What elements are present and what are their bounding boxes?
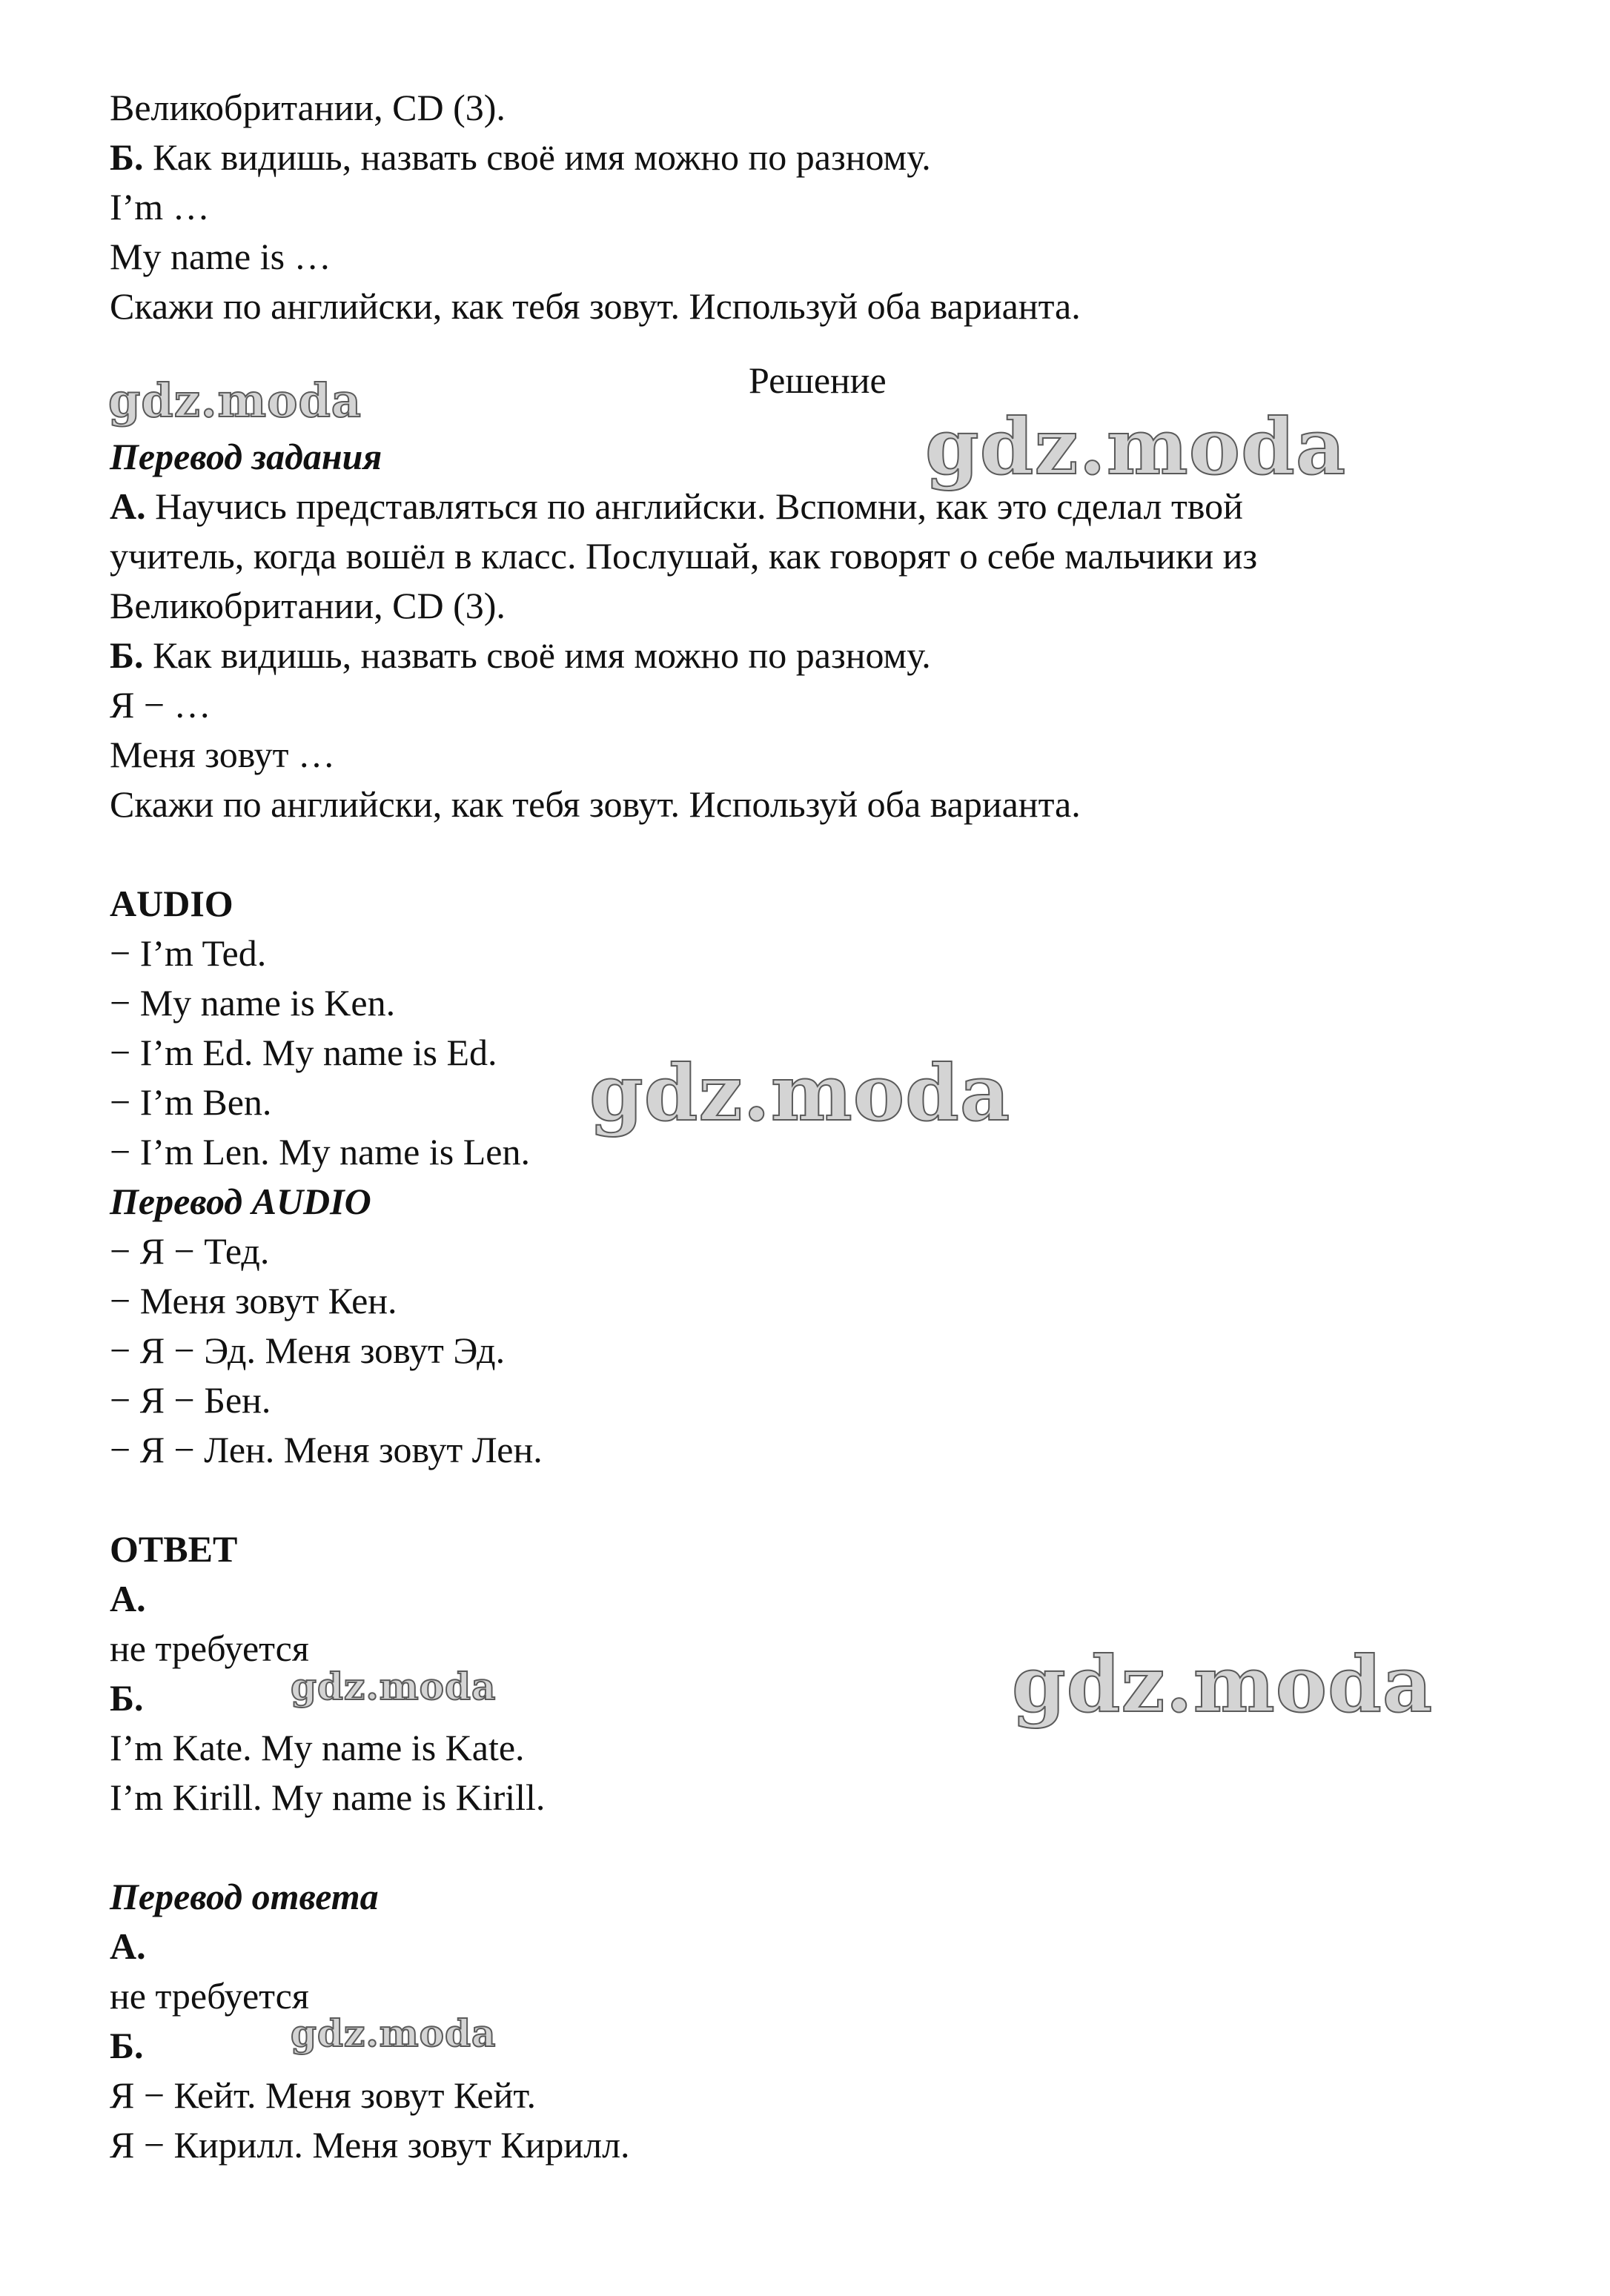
task-b-line: [110, 631, 931, 680]
audio-translation-line: − Я − Бен.: [110, 1379, 271, 1421]
audio-line: − I’m Ted.: [110, 932, 267, 974]
answer-translation-b-line: Я − Кирилл. Меня зовут Кирилл.: [110, 2124, 630, 2166]
answer-translation-a-text: не требуется: [110, 1975, 309, 2017]
watermark-logo: gdz.moda: [925, 401, 1347, 492]
task-a-label: А.: [110, 485, 146, 527]
answer-translation-b-line: Я − Кейт. Меня зовут Кейт.: [110, 2074, 536, 2116]
task-a-line-2: учитель, когда вошёл в класс. Послушай, как говорят о себе мальчики из: [110, 535, 1258, 577]
audio-translation-line: − Меня зовут Кен.: [110, 1280, 397, 1321]
watermark-logo: gdz.moda: [291, 2011, 497, 2055]
intro-line-4: My name is …: [110, 236, 331, 277]
answer-b-label: Б.: [110, 1677, 144, 1719]
audio-translation-line: − Я − Тед.: [110, 1230, 270, 1272]
audio-line: − I’m Ben.: [110, 1081, 272, 1123]
solution-title: Решение: [749, 359, 887, 401]
task-line-ya: Я − …: [110, 684, 211, 726]
watermark-logo: gdz.moda: [108, 374, 362, 428]
audio-heading: AUDIO: [110, 883, 233, 924]
task-b-label: Б.: [110, 634, 144, 676]
task-line-menya: Меня зовут …: [110, 734, 335, 775]
answer-translation-a-label: А.: [110, 1925, 146, 1967]
answer-translation-b-label: Б.: [110, 2025, 144, 2066]
watermark-logo: gdz.moda: [589, 1047, 1011, 1138]
watermark-logo: gdz.moda: [1012, 1639, 1434, 1730]
intro-b-label: Б.: [110, 136, 144, 178]
audio-translation-heading: Перевод AUDIO: [110, 1181, 371, 1222]
task-a-line-3: Великобритании, CD (3).: [110, 585, 506, 626]
answer-b-line: I’m Kirill. My name is Kirill.: [110, 1776, 546, 1818]
answer-b-line: I’m Kate. My name is Kate.: [110, 1727, 525, 1768]
intro-line-2: [110, 133, 931, 182]
intro-line-1: Великобритании, CD (3).: [110, 87, 506, 128]
answer-a-text: не требуется: [110, 1628, 309, 1669]
answer-heading: ОТВЕТ: [110, 1528, 238, 1570]
audio-translation-line: − Я − Лен. Меня зовут Лен.: [110, 1429, 543, 1470]
audio-translation-line: − Я − Эд. Меня зовут Эд.: [110, 1330, 506, 1371]
task-translation-heading: Перевод задания: [110, 436, 382, 477]
task-line-skazhi: Скажи по английски, как тебя зовут. Используй оба варианта.: [110, 783, 1081, 825]
intro-line-5: Скажи по английски, как тебя зовут. Используй оба варианта.: [110, 285, 1081, 327]
watermark-logo: gdz.moda: [291, 1665, 497, 1708]
task-a-text: Научись представляться по английски. Вспомни, как это сделал твой: [145, 485, 1243, 527]
audio-line: − My name is Ken.: [110, 982, 396, 1023]
intro-b-text: Как видишь, назвать своё имя можно по разному.: [143, 136, 931, 178]
task-b-text: Как видишь, назвать своё имя можно по разному.: [143, 634, 931, 676]
intro-line-3: I’m …: [110, 186, 210, 228]
answer-translation-heading: Перевод ответа: [110, 1876, 379, 1917]
audio-line: − I’m Len. My name is Len.: [110, 1131, 530, 1172]
audio-line: − I’m Ed. My name is Ed.: [110, 1032, 497, 1073]
answer-a-label: А.: [110, 1578, 146, 1619]
